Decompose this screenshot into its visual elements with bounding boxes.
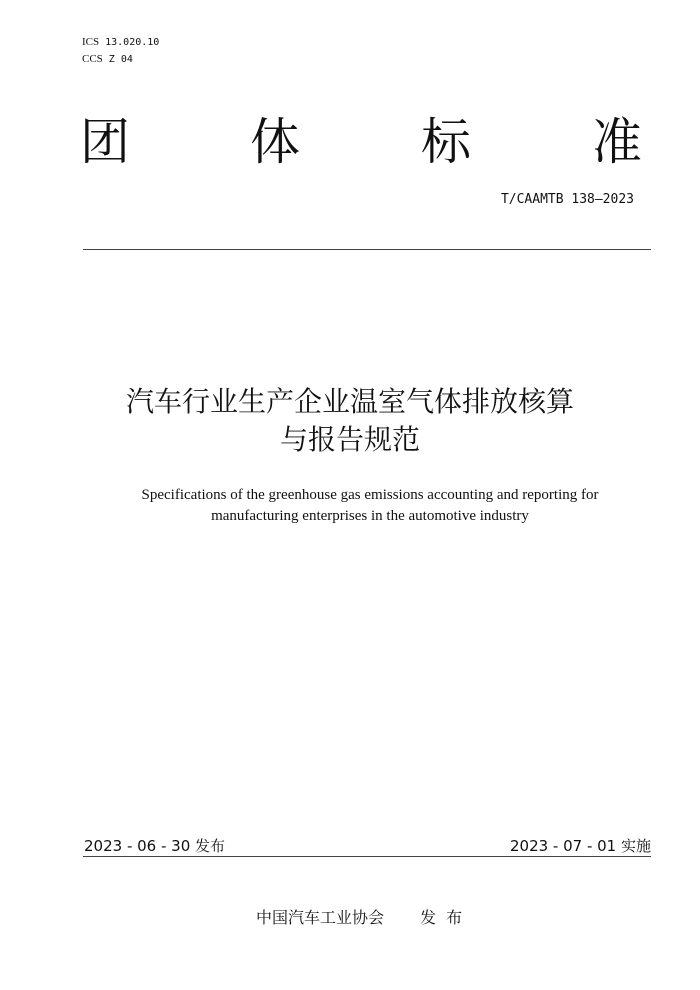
heading-char-2: 体 bbox=[250, 113, 300, 171]
ccs-code bbox=[82, 52, 133, 67]
issue-date: 2023 - 06 - 30 发布 bbox=[84, 837, 226, 855]
footer-divider bbox=[83, 856, 651, 857]
heading-char-3: 标 bbox=[421, 113, 471, 171]
title-zh-line-1: 汽车行业生产企业温室气体排放核算 bbox=[125, 385, 574, 418]
ics-label: ICS bbox=[82, 36, 100, 48]
publisher-name: 中国汽车工业协会 bbox=[256, 908, 385, 927]
title-en-line-2: manufacturing enterprises in the automotive industry bbox=[211, 508, 529, 524]
ics-code bbox=[82, 35, 159, 50]
title-zh-line-2: 与报告规范 bbox=[279, 423, 420, 456]
title-en-line-1: Specifications of the greenhouse gas emissions accounting and reporting for bbox=[141, 487, 599, 503]
heading-char-1: 团 bbox=[80, 113, 130, 171]
implementation-date: 2023 - 07 - 01 实施 bbox=[509, 837, 651, 855]
ccs-value: Z 04 bbox=[108, 54, 133, 65]
heading-char-4: 准 bbox=[592, 113, 642, 171]
ccs-label: CCS bbox=[82, 53, 103, 65]
standard-number: T/CAAMTB 138—2023 bbox=[500, 192, 634, 207]
publisher-action: 发 布 bbox=[420, 908, 463, 927]
ics-value: 13.020.10 bbox=[105, 37, 160, 48]
header-divider bbox=[83, 249, 651, 250]
